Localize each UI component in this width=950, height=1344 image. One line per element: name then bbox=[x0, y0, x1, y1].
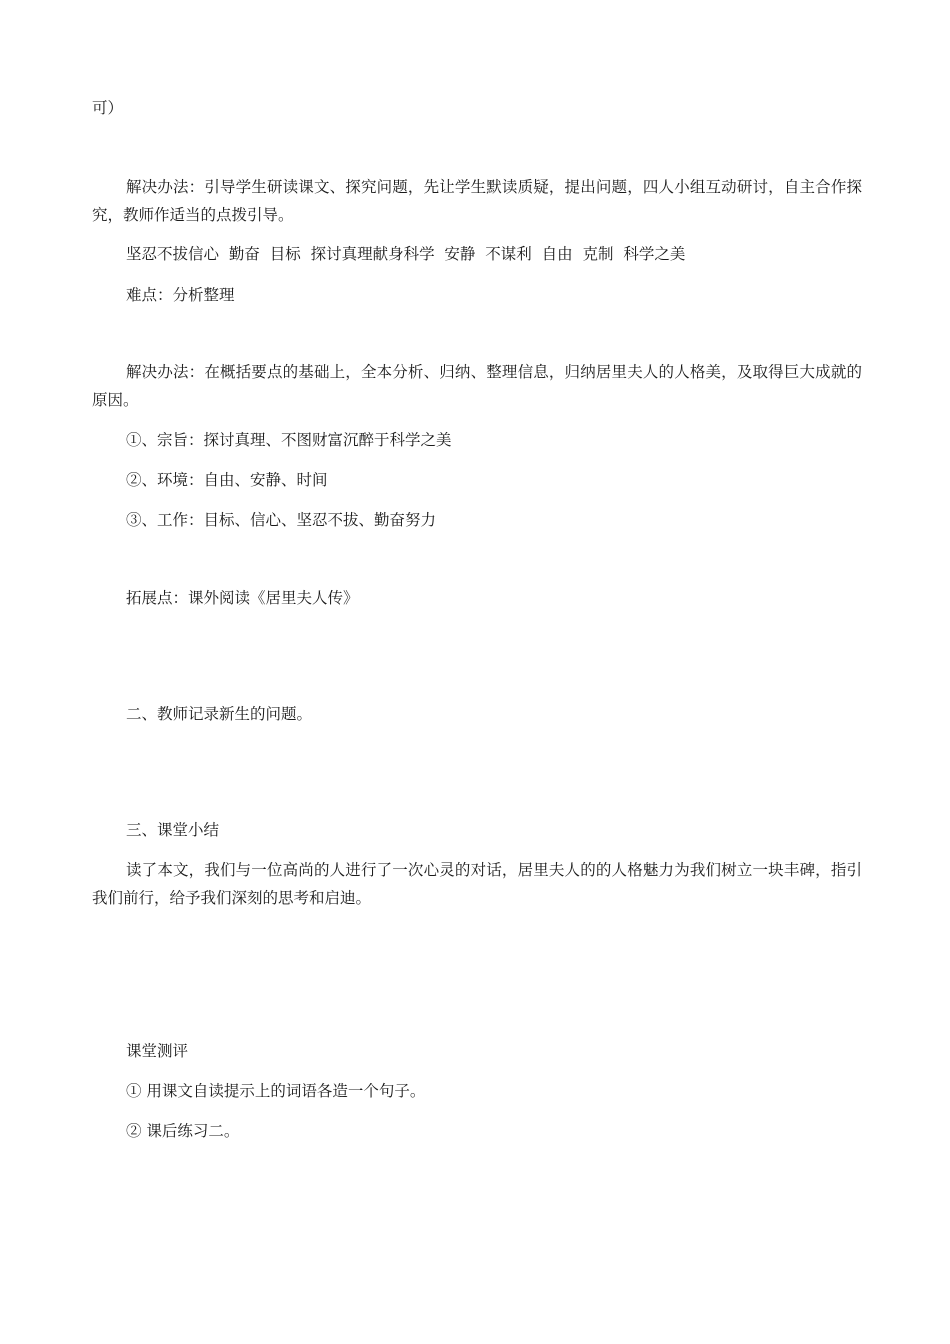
list-item-1: ①、宗旨：探讨真理、不图财富沉醉于科学之美 bbox=[126, 431, 452, 449]
quiz-item-1: ① 用课文自读提示上的词语各造一个句子。 bbox=[126, 1082, 426, 1100]
difficulty-line: 难点：分析整理 bbox=[126, 286, 235, 304]
solution-paragraph-2: 解决办法：在概括要点的基础上，全本分析、归纳、整理信息，归纳居里夫人的人格美，及取得巨大成就的原因。 bbox=[92, 363, 862, 409]
keywords-line: 坚忍不拔信心 勤奋 目标 探讨真理献身科学 安静 不谋利 自由 克制 科学之美 bbox=[126, 245, 686, 263]
text-line-top: 可） bbox=[92, 99, 124, 117]
summary-paragraph: 读了本文，我们与一位高尚的人进行了一次心灵的对话，居里夫人的的人格魅力为我们树立一块丰碑，指引我们前行，给予我们深刻的思考和启迪。 bbox=[92, 861, 862, 907]
quiz-item-2: ② 课后练习二。 bbox=[126, 1122, 240, 1140]
list-item-2: ②、环境：自由、安静、时间 bbox=[126, 471, 328, 489]
extension-line: 拓展点：课外阅读《居里夫人传》 bbox=[126, 589, 359, 607]
solution-paragraph-1: 解决办法：引导学生研读课文、探究问题，先让学生默读质疑，提出问题，四人小组互动研讨，自主合作探究，教师作适当的点拨引导。 bbox=[92, 178, 862, 224]
quiz-title: 课堂测评 bbox=[126, 1042, 189, 1060]
list-item-3: ③、工作：目标、信心、坚忍不拔、勤奋努力 bbox=[126, 511, 437, 529]
section-heading-2: 二、教师记录新生的问题。 bbox=[126, 705, 313, 723]
section-heading-3: 三、课堂小结 bbox=[126, 821, 220, 839]
